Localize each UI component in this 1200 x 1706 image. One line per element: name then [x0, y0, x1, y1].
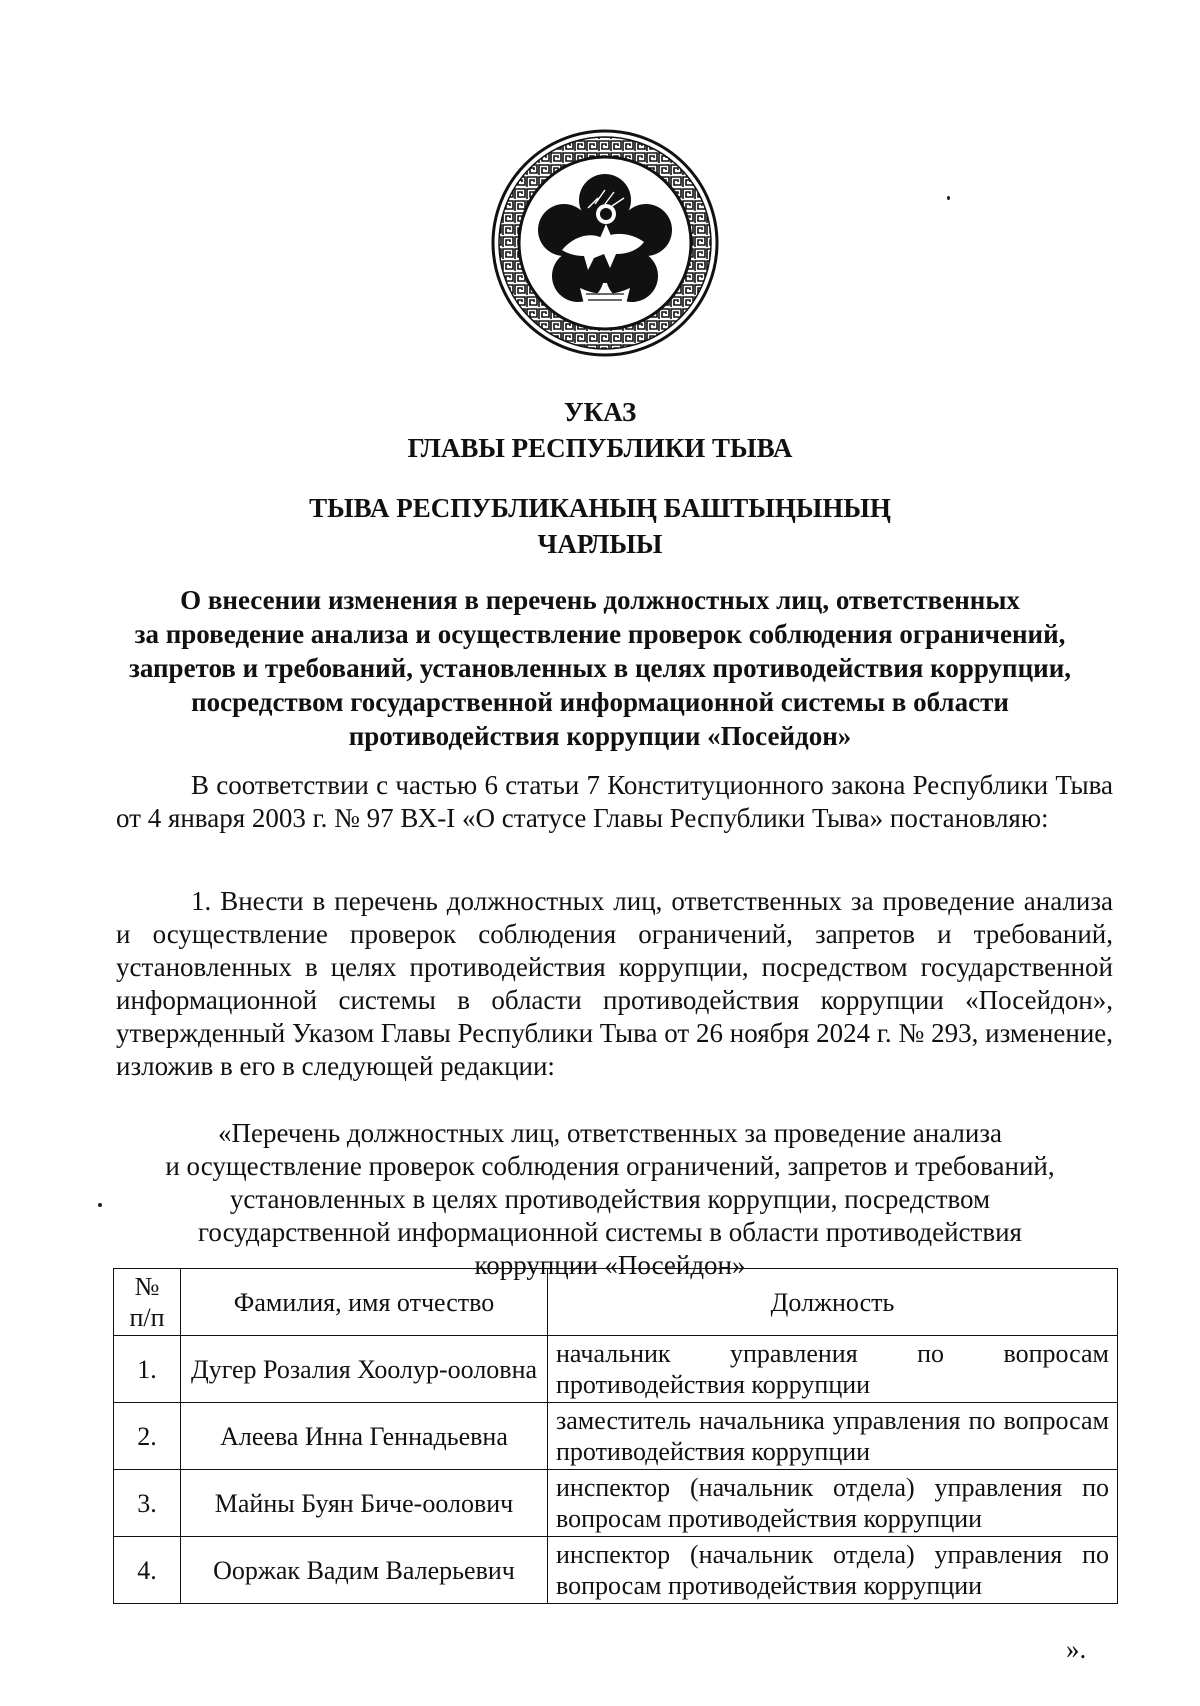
- header-number: № п/п: [114, 1269, 181, 1336]
- row-name: Майны Буян Биче-оолович: [181, 1470, 548, 1537]
- decree-heading: УКАЗ: [563, 397, 637, 427]
- table-row: [114, 1336, 1118, 1403]
- decree-issuer-tv: ТЫВА РЕСПУБЛИКАНЫҢ БАШТЫҢЫНЫҢ: [309, 493, 891, 523]
- row-number: 2.: [114, 1403, 181, 1470]
- row-name: Дугер Розалия Хоолур-ооловна: [181, 1336, 548, 1403]
- list-title-line: и осуществление проверок соблюдения ограничений, запретов и требований,: [165, 1151, 1055, 1181]
- list-title: [110, 1117, 1110, 1282]
- clause-1-paragraph: 1. Внести в перечень должностных лиц, ответственных за проведение анализа и осуществление проверок соблюдения ограничений, запретов и требований, установленных в целях противодействия коррупции, посредством государственной информационной системы в области противодействия коррупции «Посейдон», утвержденный Указом Главы Республики Тыва от 26 ноября 2024 г. № 293, изменение, изложив в его в следующей редакции:: [116, 886, 1113, 1081]
- table-row: [114, 1470, 1118, 1537]
- row-number: 1.: [114, 1336, 181, 1403]
- list-title-line: коррупции «Посейдон»: [474, 1250, 746, 1280]
- decree-title-ru: [0, 394, 1200, 466]
- list-title-line: «Перечень должностных лиц, ответственных за проведение анализа: [218, 1118, 1002, 1148]
- preamble-paragraph: В соответствии с частью 6 статьи 7 Конституционного закона Республики Тыва от 4 января 2003 г. № 97 ВХ-I «О статусе Главы Республики Тыва» постановляю:: [116, 770, 1113, 833]
- header-name: Фамилия, имя отчество: [181, 1269, 548, 1336]
- scan-speck: [98, 1203, 102, 1207]
- header-position: Должность: [548, 1269, 1118, 1336]
- closing-quote: ».: [1066, 1634, 1087, 1664]
- officials-table: [113, 1268, 1118, 1604]
- row-position: инспектор (начальник отдела) управления по вопросам противодействия коррупции: [548, 1470, 1118, 1537]
- row-position: инспектор (начальник отдела) управления по вопросам противодействия коррупции: [548, 1537, 1118, 1604]
- subject-line: противодействия коррупции «Посейдон»: [348, 721, 852, 751]
- decree-subject: [100, 583, 1100, 753]
- row-number: 3.: [114, 1470, 181, 1537]
- scan-speck: [947, 196, 950, 200]
- list-title-line: государственной информационной системы в области противодействия: [198, 1217, 1022, 1247]
- list-title-line: установленных в целях противодействия коррупции, посредством: [229, 1184, 991, 1214]
- decree-issuer: ГЛАВЫ РЕСПУБЛИКИ ТЫВА: [407, 433, 793, 463]
- row-number: 4.: [114, 1537, 181, 1604]
- subject-line: запретов и требований, установленных в целях противодействия коррупции,: [129, 653, 1071, 683]
- tuva-emblem: [490, 128, 720, 358]
- decree-title-tv: [0, 490, 1200, 562]
- row-name: Ооржак Вадим Валерьевич: [181, 1537, 548, 1604]
- decree-heading-tv: ЧАРЛЫЫ: [537, 529, 663, 559]
- table-row: [114, 1403, 1118, 1470]
- table-header-row: [114, 1269, 1118, 1336]
- table-row: [114, 1537, 1118, 1604]
- subject-line: за проведение анализа и осуществление проверок соблюдения ограничений,: [134, 619, 1066, 649]
- row-position: начальник управления по вопросам противодействия коррупции: [548, 1336, 1118, 1403]
- row-name: Алеева Инна Геннадьевна: [181, 1403, 548, 1470]
- row-position: заместитель начальника управления по вопросам противодействия коррупции: [548, 1403, 1118, 1470]
- subject-line: О внесении изменения в перечень должностных лиц, ответственных: [180, 585, 1020, 615]
- subject-line: посредством государственной информационной системы в области: [191, 687, 1009, 717]
